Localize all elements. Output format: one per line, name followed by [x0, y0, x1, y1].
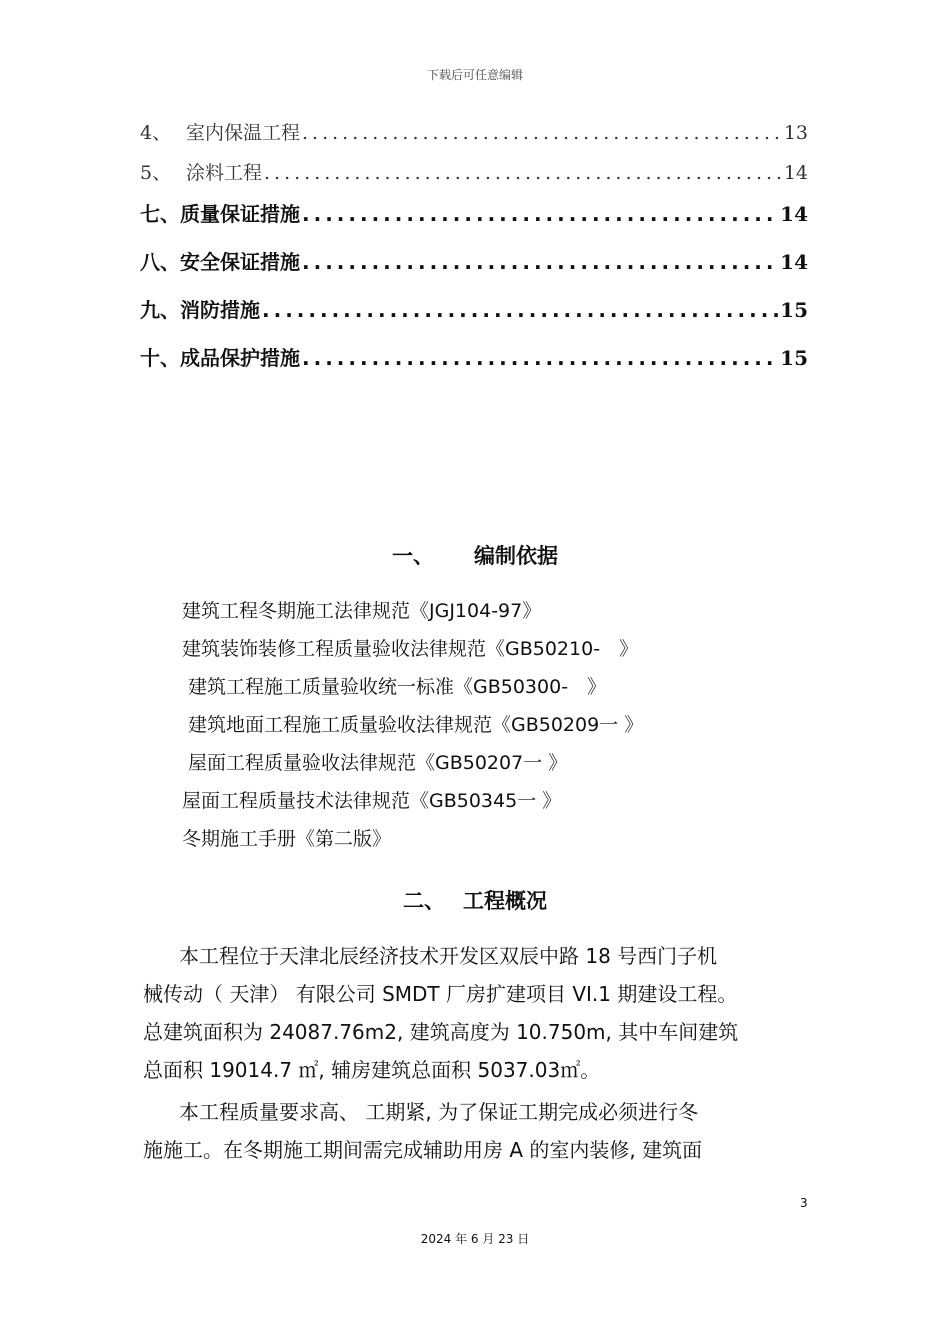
toc-leader-dots — [302, 122, 782, 144]
requirement-paragraph — [143, 1093, 809, 1169]
toc-entry-page: 14 — [783, 162, 808, 184]
toc-entry-number: 十、 — [140, 346, 180, 370]
overview-paragraph — [143, 937, 809, 1089]
toc-entry-page: 13 — [783, 122, 808, 144]
basis-item: 建筑工程施工质量验收统一标准《GB50300- 》 — [188, 676, 607, 698]
basis-item: 屋面工程质量技术法律规范《GB50345一 》 — [182, 790, 562, 812]
toc-leader-dots — [302, 202, 778, 226]
toc-entry-page: 15 — [780, 346, 808, 370]
section-title: 编制依据 — [474, 544, 558, 568]
paragraph-line: 本工程质量要求高、 工期紧, 为了保证工期完成必须进行冬 — [179, 1100, 699, 1124]
toc-leader-dots — [262, 298, 778, 322]
toc-leader-dots — [302, 346, 778, 370]
toc-entry-page: 14 — [780, 250, 808, 274]
basis-item: 建筑地面工程施工质量验收法律规范《GB50209一 》 — [188, 714, 644, 736]
section-heading — [0, 885, 950, 915]
page-header: 下载后可任意编辑 — [426, 68, 523, 82]
page-number: 3 — [800, 1196, 808, 1210]
toc-leader-dots — [264, 162, 782, 184]
toc-entry[interactable] — [140, 118, 808, 158]
section-heading — [0, 540, 950, 570]
toc-entry-number: 4、 — [140, 122, 172, 144]
toc-entry-number: 5、 — [140, 162, 172, 184]
toc-entry-label: 消防措施 — [180, 298, 260, 322]
basis-list — [182, 596, 822, 862]
toc-entry-label: 成品保护措施 — [180, 346, 300, 370]
basis-item: 建筑装饰装修工程质量验收法律规范《GB50210- 》 — [182, 638, 639, 660]
toc-entry-label: 涂料工程 — [186, 162, 263, 184]
toc-entry-label: 安全保证措施 — [180, 250, 300, 274]
section-number: 二、 — [403, 889, 445, 913]
toc-entry-number: 七、 — [140, 202, 180, 226]
paragraph-line: 本工程位于天津北辰经济技术开发区双辰中路 18 号西门子机 — [179, 944, 718, 968]
paragraph-line: 总建筑面积为 24087.76m2, 建筑高度为 10.750m, 其中车间建筑 — [143, 1020, 739, 1044]
basis-item: 建筑工程冬期施工法律规范《JGJ104-97》 — [182, 600, 542, 622]
toc-entry-page: 15 — [780, 298, 808, 322]
toc-entry[interactable] — [140, 158, 808, 198]
paragraph-line: 械传动（ 天津） 有限公司 SMDT 厂房扩建项目 VI.1 期建设工程。 — [143, 982, 738, 1006]
toc-entry-number: 八、 — [140, 250, 180, 274]
table-of-contents — [140, 118, 808, 390]
toc-entry-number: 九、 — [140, 298, 180, 322]
paragraph-line: 施施工。在冬期施工期间需完成辅助用房 A 的室内装修, 建筑面 — [143, 1138, 703, 1162]
footer-date: 2024 年 6 月 23 日 — [420, 1232, 530, 1246]
toc-entry-page: 14 — [780, 202, 808, 226]
toc-entry-label: 质量保证措施 — [180, 202, 300, 226]
toc-leader-dots — [302, 250, 778, 274]
toc-entry[interactable] — [140, 294, 808, 342]
section-title: 工程概况 — [463, 889, 547, 913]
section-number: 一、 — [392, 544, 434, 568]
toc-entry[interactable] — [140, 246, 808, 294]
toc-entry[interactable] — [140, 342, 808, 390]
basis-item: 屋面工程质量验收法律规范《GB50207一 》 — [188, 752, 568, 774]
basis-item: 冬期施工手册《第二版》 — [182, 828, 392, 850]
paragraph-line: 总面积 19014.7 ㎡, 辅房建筑总面积 5037.03㎡。 — [143, 1058, 601, 1082]
toc-entry[interactable] — [140, 198, 808, 246]
toc-entry-label: 室内保温工程 — [186, 122, 301, 144]
